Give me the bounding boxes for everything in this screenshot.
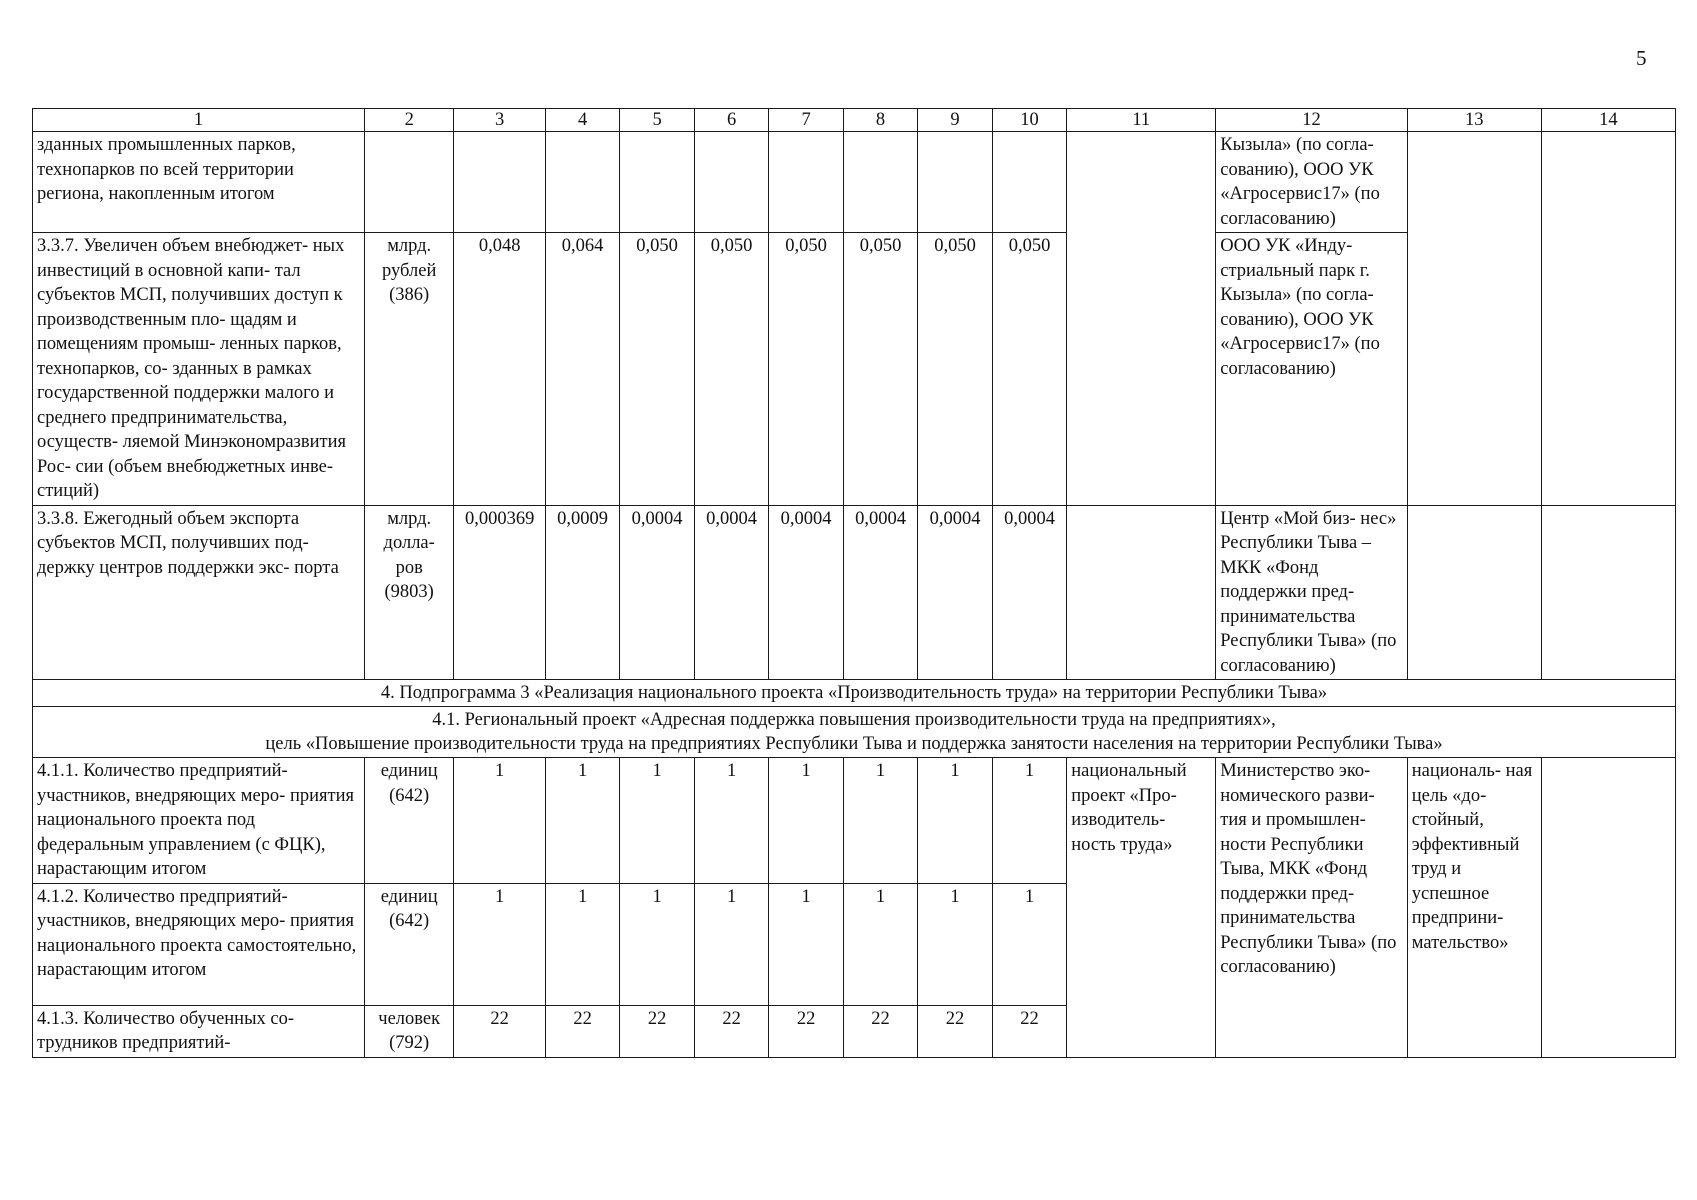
national-project-cell: национальный проект «Про- изводитель- ность труда»	[1067, 758, 1216, 1058]
value-cell: 0,050	[769, 233, 843, 506]
value-cell: 22	[694, 1005, 768, 1057]
header-cell: 3	[454, 109, 546, 132]
value-cell: 0,050	[620, 233, 694, 506]
unit-cell: млрд. долла- ров (9803)	[365, 505, 454, 680]
header-cell: 5	[620, 109, 694, 132]
value-cell: 1	[620, 883, 694, 1005]
section-row	[33, 707, 1676, 758]
value-cell: 0,0004	[843, 505, 917, 680]
regional-project-goal: цель «Повышение производительности труда на предприятиях Республики Тыва и поддержка занятости населения на территории Республики Тыва»	[265, 734, 1443, 754]
value-cell: 1	[992, 758, 1066, 884]
header-cell: 14	[1541, 109, 1675, 132]
value-cell: 1	[843, 758, 917, 884]
indicators-table	[32, 108, 1676, 1058]
value-cell: 0,0009	[545, 505, 619, 680]
value-cell: 0,0004	[992, 505, 1066, 680]
value-cell: 1	[545, 883, 619, 1005]
header-cell: 13	[1407, 109, 1541, 132]
unit-cell: человек (792)	[365, 1005, 454, 1057]
executor-cell: ООО УК «Инду- стриальный парк г. Кызыла» (по согла- сованию), ООО УК «Агросервис17» (по согласованию)	[1216, 233, 1408, 506]
value-cell: 0,050	[918, 233, 992, 506]
value-cell: 0,0004	[918, 505, 992, 680]
value-cell: 22	[843, 1005, 917, 1057]
value-cell: 0,0004	[620, 505, 694, 680]
value-cell: 22	[769, 1005, 843, 1057]
value-cell: 22	[918, 1005, 992, 1057]
unit-cell: млрд. рублей (386)	[365, 233, 454, 506]
value-cell: 0,0004	[769, 505, 843, 680]
value-cell: 22	[992, 1005, 1066, 1057]
table-row	[33, 505, 1676, 680]
header-cell: 1	[33, 109, 365, 132]
value-cell: 0,050	[843, 233, 917, 506]
indicator-name: 3.3.8. Ежегодный объем экспорта субъектов МСП, получивших под- держку центров поддержки экс- порта	[33, 505, 365, 680]
value-cell: 1	[694, 758, 768, 884]
value-cell: 0,064	[545, 233, 619, 506]
section-row	[33, 680, 1676, 707]
national-goal-cell: националь- ная цель «до- стойный, эффективный труд и успешное предприни- мательство»	[1407, 758, 1541, 1058]
indicator-name: 4.1.1. Количество предприятий- участников, внедряющих меро- приятия национального проекта под федеральным управлением (с ФЦК), нарастающим итогом	[33, 758, 365, 884]
regional-project-line: 4.1. Региональный проект «Адресная поддержка повышения производительности труда на предприятиях»,	[432, 710, 1276, 730]
header-cell: 11	[1067, 109, 1216, 132]
value-cell: 0,050	[992, 233, 1066, 506]
header-cell: 2	[365, 109, 454, 132]
value-cell: 0,0004	[694, 505, 768, 680]
executor-cell: Министерство эко- номического разви- тия и промышлен- ности Республики Тыва, МКК «Фонд поддержки пред- принимательства Республики Тыва» (по согласованию)	[1216, 758, 1408, 1058]
value-cell: 22	[545, 1005, 619, 1057]
value-cell: 22	[454, 1005, 546, 1057]
value-cell: 1	[454, 883, 546, 1005]
value-cell: 0,000369	[454, 505, 546, 680]
indicator-name: 4.1.2. Количество предприятий- участников, внедряющих меро- приятия национального проекта самостоятельно, нарастающим итогом	[33, 883, 365, 1005]
executor-cell: Центр «Мой биз- нес» Республики Тыва – МКК «Фонд поддержки пред- принимательства Республики Тыва» (по согласованию)	[1216, 505, 1408, 680]
indicator-name: 4.1.3. Количество обученных со- трудников предприятий-	[33, 1005, 365, 1057]
table-row	[33, 758, 1676, 884]
regional-project-title	[33, 707, 1676, 758]
value-cell: 1	[918, 758, 992, 884]
page-number: 5	[1636, 46, 1647, 70]
header-cell: 12	[1216, 109, 1408, 132]
table-row	[33, 132, 1676, 233]
header-cell: 6	[694, 109, 768, 132]
section-title: 4. Подпрограмма 3 «Реализация национального проекта «Производительность труда» на территории Республики Тыва»	[33, 680, 1676, 707]
value-cell: 22	[620, 1005, 694, 1057]
value-cell: 0,050	[694, 233, 768, 506]
value-cell: 0,048	[454, 233, 546, 506]
value-cell: 1	[454, 758, 546, 884]
unit-cell: единиц (642)	[365, 758, 454, 884]
header-cell: 4	[545, 109, 619, 132]
indicator-name: зданных промышленных парков, технопарков по всей территории региона, накопленным итогом	[33, 132, 365, 233]
value-cell: 1	[769, 883, 843, 1005]
header-row	[33, 109, 1676, 132]
value-cell: 1	[843, 883, 917, 1005]
value-cell: 1	[992, 883, 1066, 1005]
header-cell: 9	[918, 109, 992, 132]
unit-cell: единиц (642)	[365, 883, 454, 1005]
header-cell: 10	[992, 109, 1066, 132]
value-cell: 1	[769, 758, 843, 884]
value-cell: 1	[620, 758, 694, 884]
header-cell: 8	[843, 109, 917, 132]
value-cell: 1	[918, 883, 992, 1005]
indicator-name: 3.3.7. Увеличен объем внебюджет- ных инвестиций в основной капи- тал субъектов МСП, получивших доступ к производственным пло- щадям и помещениям промыш- ленных парков, технопарков, со- зданных в рамках государственной поддержки малого и среднего предпринимательства, осуществ- ляемой Минэкономразвития Рос- сии (объем внебюджетных инве- стиций)	[33, 233, 365, 506]
executor-cell: Кызыла» (по согла- сованию), ООО УК «Агросервис17» (по согласованию)	[1216, 132, 1408, 233]
header-cell: 7	[769, 109, 843, 132]
value-cell: 1	[545, 758, 619, 884]
value-cell: 1	[694, 883, 768, 1005]
